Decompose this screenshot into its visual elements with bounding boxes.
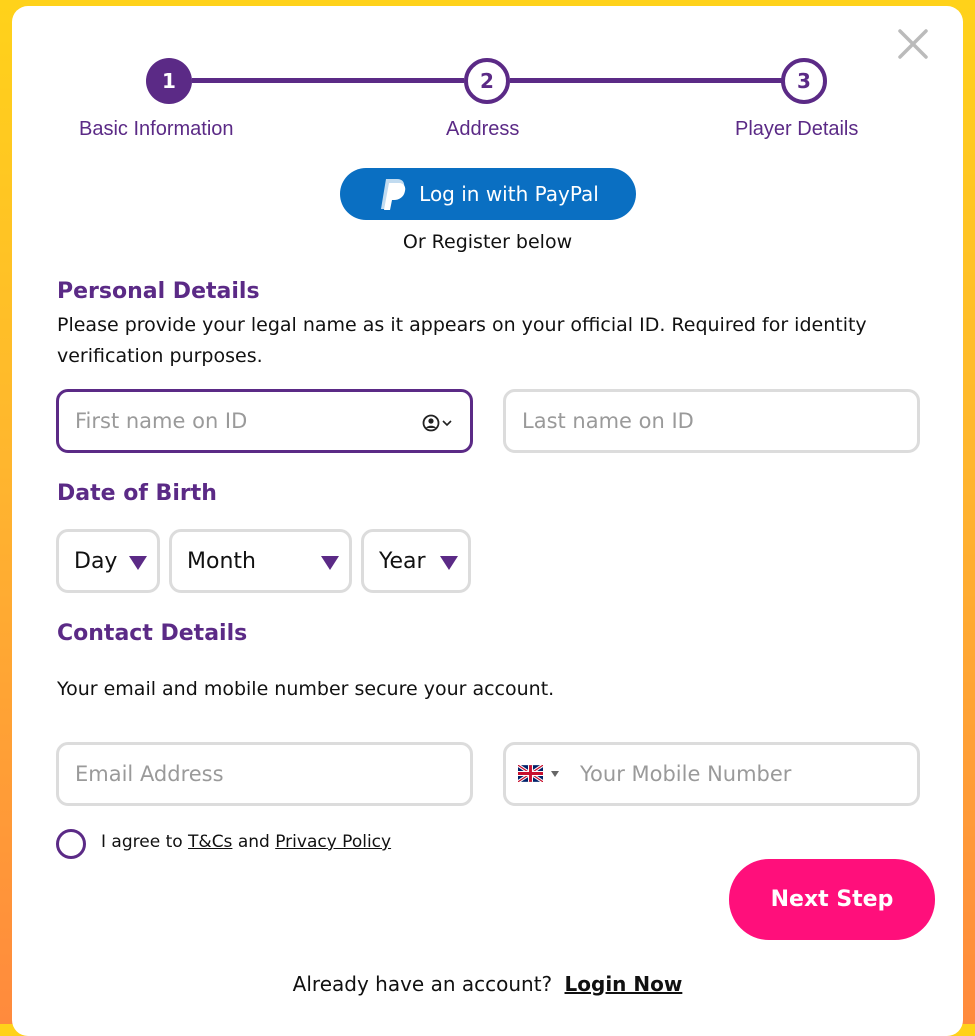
month-select[interactable]	[169, 529, 352, 593]
paypal-logo-icon	[377, 177, 407, 211]
caret-down-icon	[551, 771, 559, 777]
next-step-button[interactable]: Next Step	[729, 859, 935, 940]
contact-details-description: Your email and mobile number secure your account.	[57, 678, 555, 700]
agree-terms-label	[101, 832, 391, 852]
caret-down-icon	[321, 556, 339, 570]
step-2-indicator: 2	[464, 58, 510, 104]
contact-details-heading: Contact Details	[57, 621, 248, 646]
step-1-indicator: 1	[146, 58, 192, 104]
chevron-down-icon	[442, 419, 452, 427]
mobile-number-field[interactable]	[503, 742, 920, 806]
close-button[interactable]	[895, 26, 931, 62]
first-name-field[interactable]	[56, 389, 473, 453]
caret-down-icon	[440, 556, 458, 570]
caret-down-icon	[129, 556, 147, 570]
paypal-login-button[interactable]	[340, 168, 636, 220]
step-connector	[510, 78, 784, 83]
step-3-indicator: 3	[781, 58, 827, 104]
last-name-field[interactable]	[503, 389, 920, 453]
email-placeholder: Email Address	[75, 762, 224, 786]
step-3-label: Player Details	[735, 118, 859, 140]
privacy-policy-link[interactable]: Privacy Policy	[275, 832, 392, 852]
close-icon	[895, 26, 931, 62]
first-name-placeholder: First name on ID	[75, 409, 248, 433]
paypal-login-label: Log in with PayPal	[419, 182, 599, 206]
country-code-selector[interactable]	[518, 765, 559, 782]
mobile-number-placeholder: Your Mobile Number	[580, 762, 792, 786]
agree-prefix: I agree to	[101, 832, 183, 852]
step-connector	[192, 78, 464, 83]
step-1-label: Basic Information	[79, 118, 234, 140]
personal-details-heading: Personal Details	[57, 279, 260, 304]
date-of-birth-heading: Date of Birth	[57, 481, 217, 506]
terms-link[interactable]: T&Cs	[188, 832, 233, 852]
login-now-link[interactable]: Login Now	[564, 972, 683, 996]
person-circle-icon	[422, 414, 440, 432]
login-prompt	[0, 972, 975, 996]
autofill-contact-icon[interactable]	[422, 414, 452, 432]
year-select[interactable]	[361, 529, 471, 593]
agree-terms-checkbox[interactable]	[56, 829, 86, 859]
day-select[interactable]	[56, 529, 160, 593]
day-select-value: Day	[74, 548, 118, 574]
year-select-value: Year	[379, 548, 426, 574]
email-field[interactable]	[56, 742, 473, 806]
month-select-value: Month	[187, 548, 256, 574]
uk-flag-icon	[518, 765, 543, 782]
or-register-text: Or Register below	[402, 231, 573, 253]
login-prompt-text: Already have an account?	[292, 972, 553, 996]
step-2-label: Address	[446, 118, 520, 140]
agree-and: and	[237, 832, 270, 852]
last-name-placeholder: Last name on ID	[522, 409, 694, 433]
personal-details-description: Please provide your legal name as it appears on your official ID. Required for identity verification purposes.	[57, 314, 867, 367]
